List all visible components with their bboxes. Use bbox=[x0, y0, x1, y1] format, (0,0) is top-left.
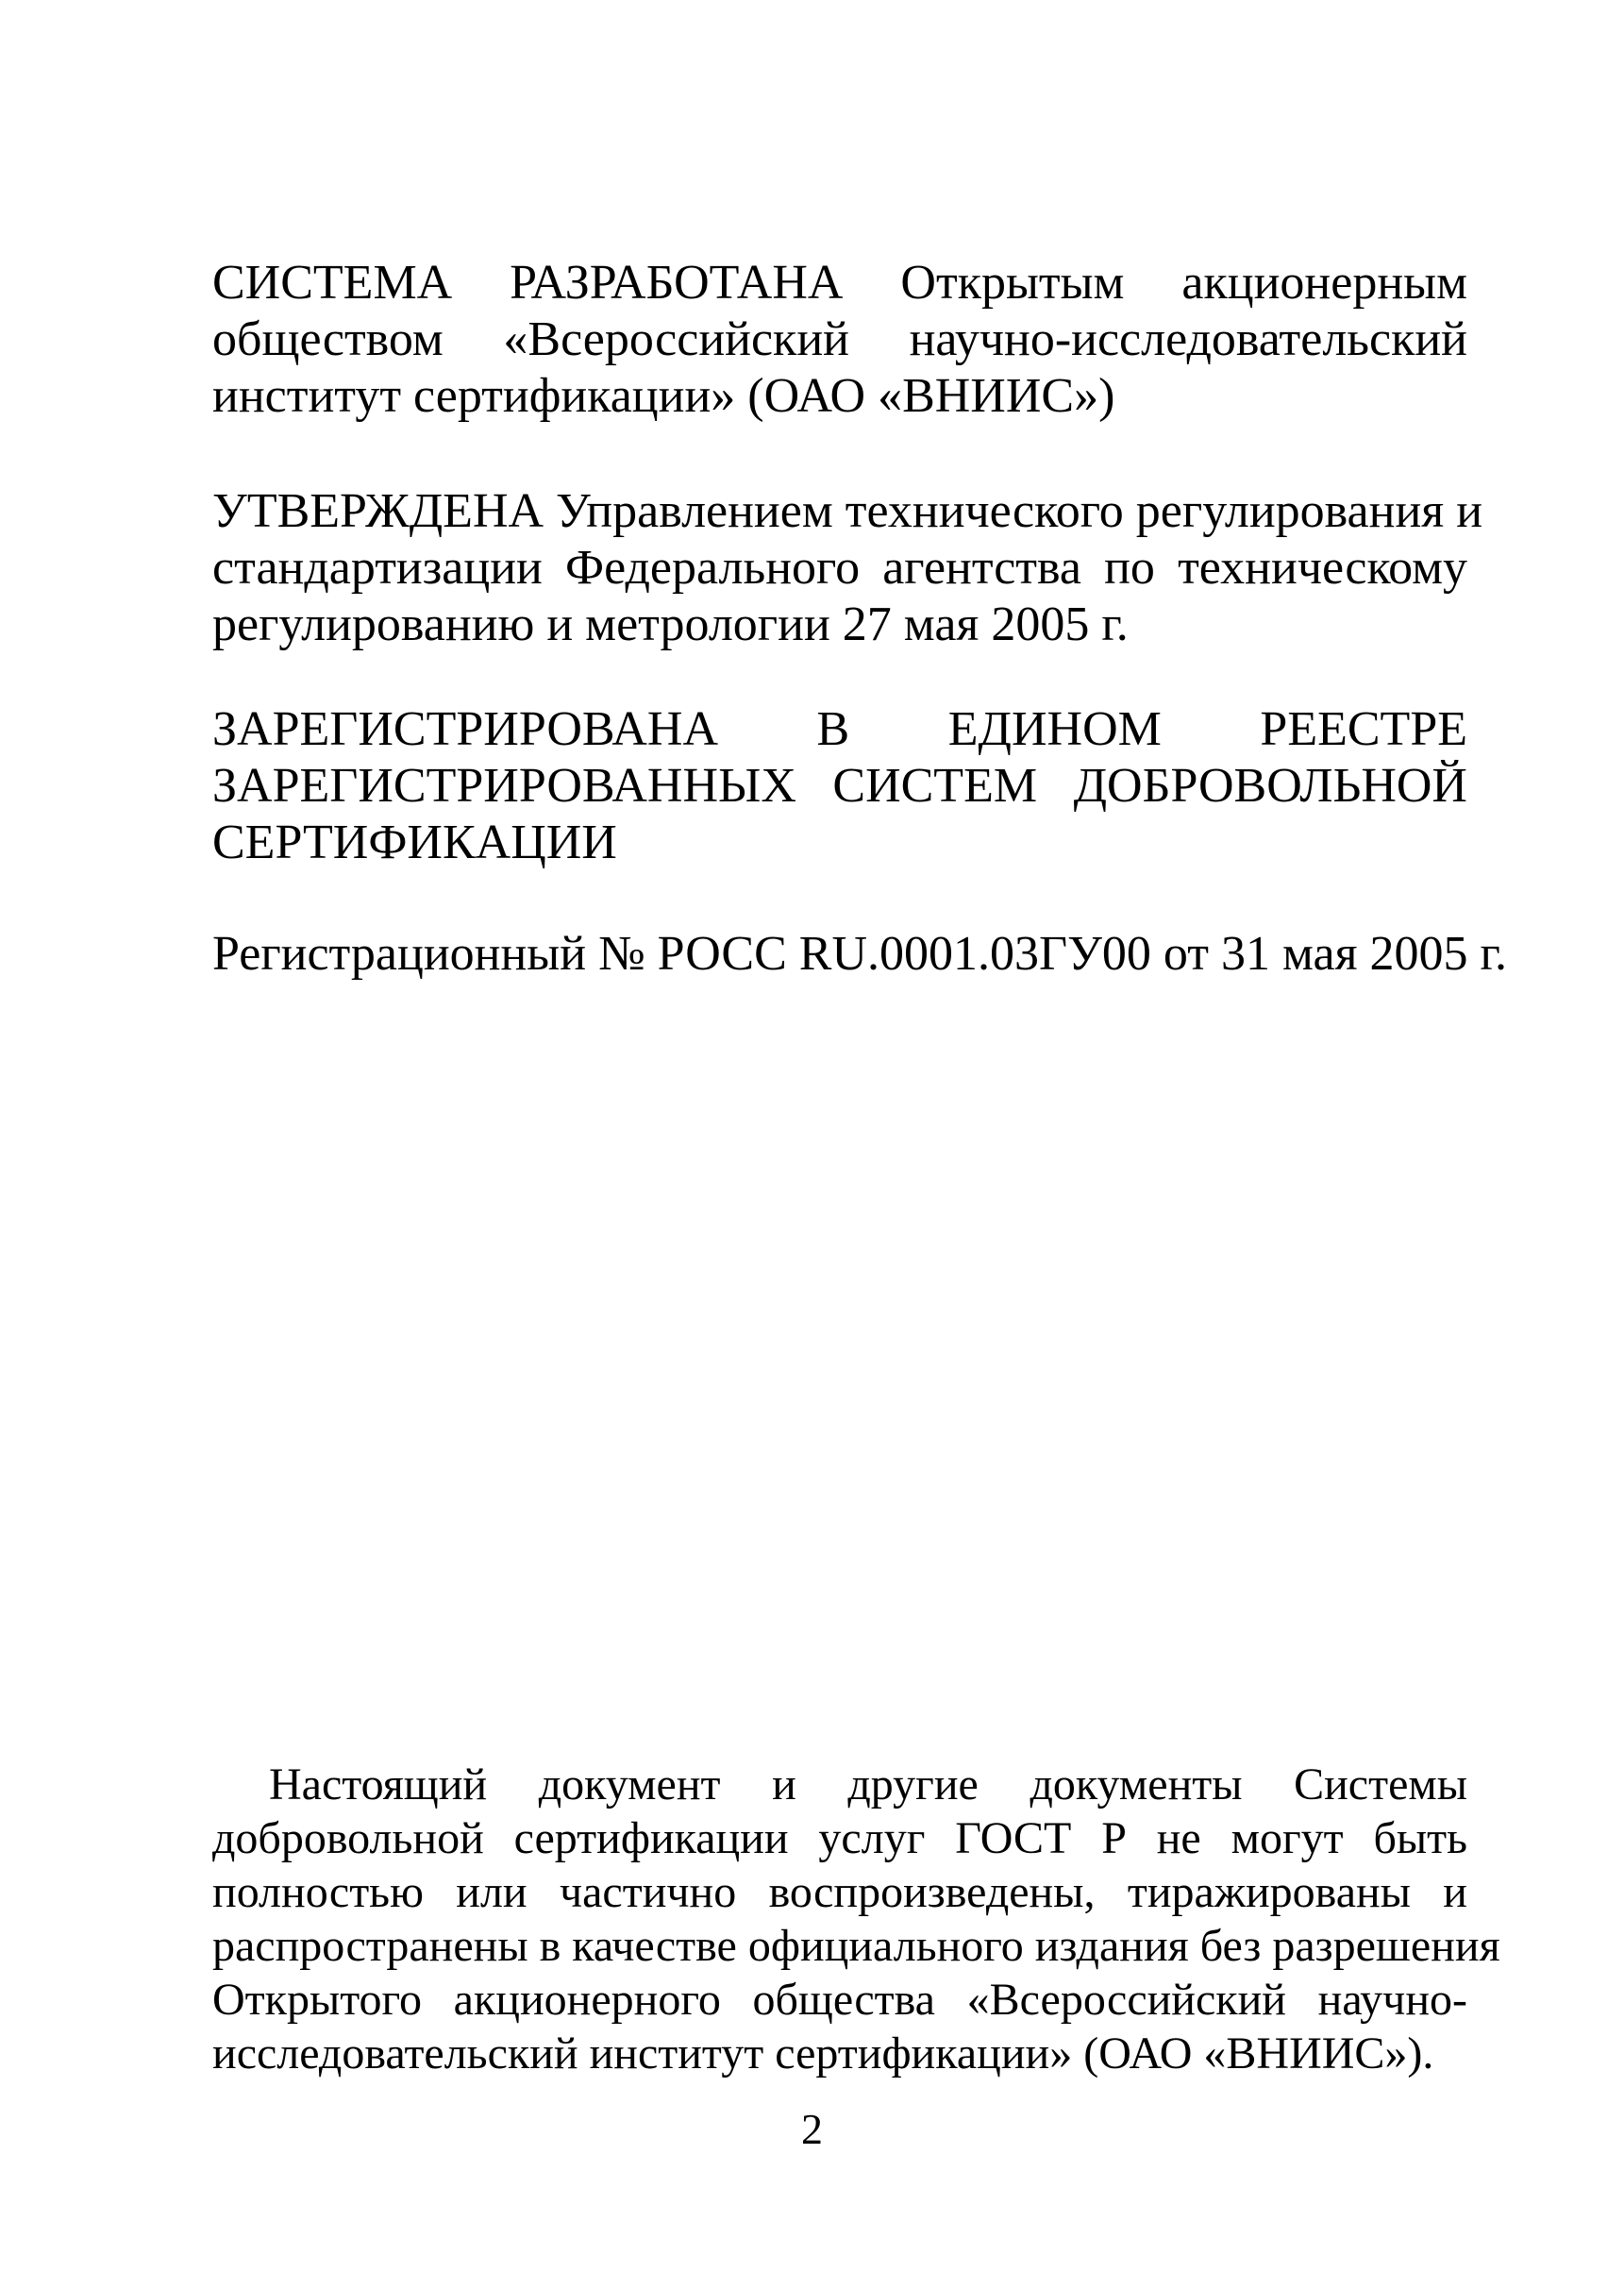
developed-by-line: институт сертификации» (ОАО «ВНИИС») bbox=[212, 369, 1115, 423]
copyright-line: полностью или частично воспроизведены, тиражированы и bbox=[212, 1867, 1467, 1917]
approved-line: УТВЕРЖДЕНА Управлением технического регулирования и bbox=[212, 484, 1483, 538]
copyright-notice bbox=[212, 1758, 1500, 2080]
developed-by-line: СИСТЕМА РАЗРАБОТАНА Открытым акционерным bbox=[212, 256, 1467, 310]
approved-line: регулированию и метрологии 27 мая 2005 г. bbox=[212, 597, 1129, 651]
copyright-line: распространены в качестве официального издания без разрешения bbox=[212, 1921, 1500, 1971]
registered-section bbox=[212, 701, 1467, 871]
registration-number-section bbox=[212, 926, 1507, 983]
developed-by-section bbox=[212, 255, 1467, 425]
copyright-line: Открытого акционерного общества «Всероссийский научно- bbox=[212, 1975, 1467, 2025]
registered-line: СЕРТИФИКАЦИИ bbox=[212, 816, 617, 869]
registered-line: ЗАРЕГИСТРИРОВАННЫХ СИСТЕМ ДОБРОВОЛЬНОЙ bbox=[212, 759, 1467, 813]
copyright-line: Настоящий документ и другие документы Системы bbox=[269, 1759, 1467, 1809]
registration-number: Регистрационный № РОСС RU.0001.03ГУ00 от 31 мая 2005 г. bbox=[212, 927, 1507, 981]
approved-line: стандартизации Федерального агентства по техническому bbox=[212, 541, 1467, 595]
copyright-line: добровольной сертификации услуг ГОСТ Р не могут быть bbox=[212, 1813, 1467, 1863]
registered-line: ЗАРЕГИСТРИРОВАНА В ЕДИНОМ РЕЕСТРЕ bbox=[212, 702, 1467, 756]
copyright-line: исследовательский институт сертификации» (ОАО «ВНИИС»). bbox=[212, 2028, 1434, 2079]
approved-section bbox=[212, 483, 1483, 653]
page-number: 2 bbox=[801, 2105, 823, 2153]
developed-by-line: обществом «Всероссийский научно-исследовательский bbox=[212, 312, 1467, 366]
